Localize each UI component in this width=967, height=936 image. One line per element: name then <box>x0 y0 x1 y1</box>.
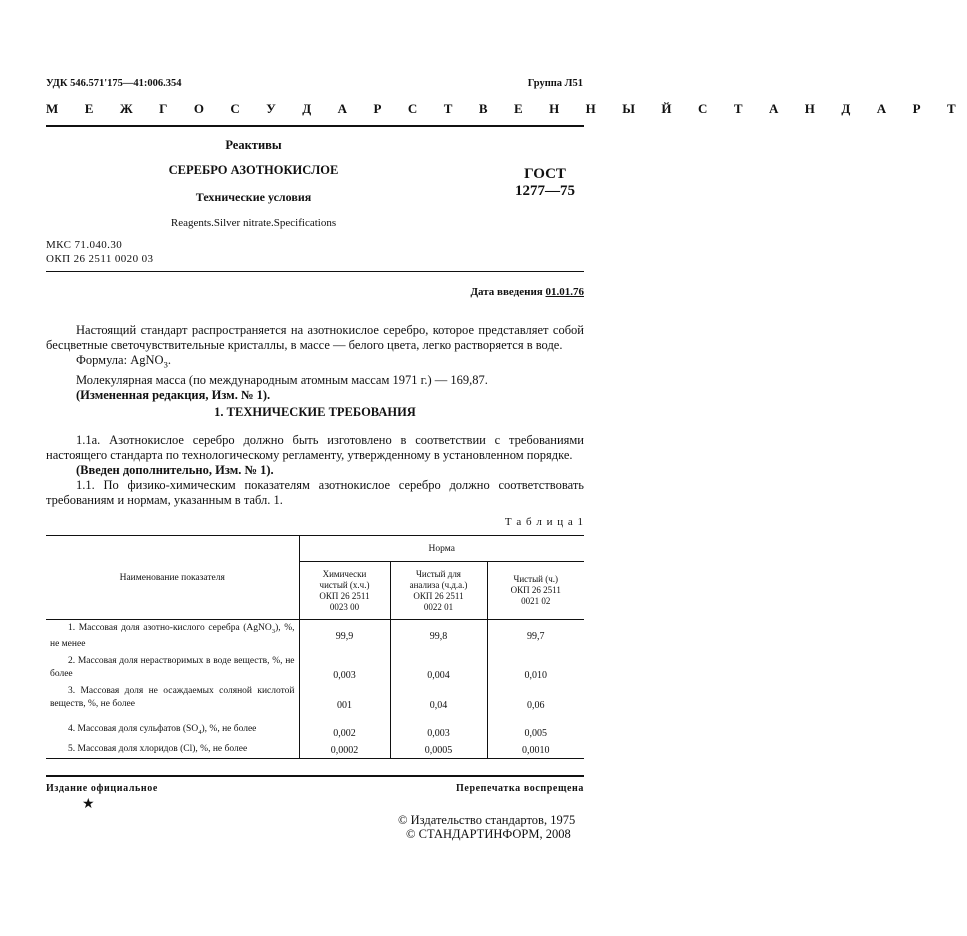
edition-note: (Измененная редакция, Изм. № 1). <box>76 387 271 402</box>
standard-type: М Е Ж Г О С У Д А Р С Т В Е Н Н Ы Й С Т А Н Д А Р Т <box>46 101 967 116</box>
clause-1-1a: 1.1а. Азотнокислое серебро должно быть изготовлено в соответствии с требованиями настоящего стандарта по технологическому регламенту, утвержденному в установленном порядке. <box>46 433 584 462</box>
section-text <box>46 433 584 508</box>
formula-end: . <box>167 353 172 367</box>
formula-line <box>46 353 584 373</box>
table-row: 2. Массовая доля нерастворимых в воде веществ, %, не более 0,003 0,004 0,010 <box>46 653 584 683</box>
title-category: Реактивы <box>225 138 282 152</box>
intro-paragraph: Настоящий стандарт распространяется на азотнокислое серебро, которое представляет собой бесцветные светочувствительные кристаллы, в массе — белого цвета, легко растворяется в воде. <box>46 323 584 352</box>
udk-code: УДК 546.571'175—41:006.354 <box>46 78 182 89</box>
grade-header-ch: Чистый (ч.) ОКП 26 2511 0021 02 <box>487 562 584 620</box>
section-heading: 1. ТЕХНИЧЕСКИЕ ТРЕБОВАНИЯ <box>214 405 416 419</box>
intro-date-value: 01.01.76 <box>545 286 584 298</box>
formula-label: Формула: <box>76 353 131 367</box>
star-icon: ★ <box>82 797 95 812</box>
norms-table <box>46 535 584 759</box>
grade-header-chda: Химически чистый (х.ч.) ОКП 26 2511 0023 00 <box>299 562 390 620</box>
reprint-notice: Перепечатка воспрещена <box>456 783 584 794</box>
gost-number: 1277—75 <box>515 183 575 199</box>
title-subtitle: Технические условия <box>195 190 312 204</box>
table-row: 3. Массовая доля не осаждаемых соляной кислотой веществ, %, не более 001 0,04 0,06 <box>46 683 584 713</box>
molar-mass: Молекулярная масса (по международным атомным массам 1971 г.) — 169,87. <box>76 372 488 387</box>
mks-code: МКС 71.040.30 <box>46 239 123 251</box>
formula-sub: 3 <box>163 359 168 370</box>
okp-code: ОКП 26 2511 0020 03 <box>46 253 154 265</box>
codes-rule <box>46 271 584 272</box>
copyright-1975: © Издательство стандартов, 1975 <box>398 813 576 827</box>
footer-rule <box>46 775 584 777</box>
grade-header-chda-analysis: Чистый для анализа (ч.д.а.) ОКП 26 2511 0022 01 <box>390 562 487 620</box>
header-rule <box>46 125 584 127</box>
title-name: СЕРЕБРО АЗОТНОКИСЛОЕ <box>168 163 339 177</box>
official-edition: Издание официальное <box>46 783 158 794</box>
intro-date-label: Дата введения <box>470 286 543 298</box>
col-header-norm: Норма <box>299 536 584 562</box>
table-row: 5. Массовая доля хлоридов (Cl), %, не более 0,0002 0,0005 0,0010 <box>46 741 584 759</box>
table-caption: Т а б л и ц а 1 <box>504 516 584 528</box>
intro-date <box>470 286 584 298</box>
clause-1-1a-note: (Введен дополнительно, Изм. № 1). <box>76 463 274 477</box>
clause-1-1: 1.1. По физико-химическим показателям азотнокислое серебро должно соответствовать требованиям и нормам, указанным в табл. 1. <box>46 478 584 507</box>
col-header-name: Наименование показателя <box>46 536 299 620</box>
table-row: 4. Массовая доля сульфатов $(SO_4)$, %, не более 0,002 0,003 0,005 <box>46 713 584 741</box>
formula-base: AgNO <box>130 353 164 367</box>
intro-text <box>46 323 584 403</box>
header-row <box>46 78 583 89</box>
group-code: Группа Л51 <box>527 78 583 89</box>
gost-label: ГОСТ <box>524 166 566 182</box>
table-row: 1. Массовая доля азотно-кислого серебра (AgNO$_3$), %, не менее 99,9 99,8 99,7 <box>46 620 584 653</box>
title-english: Reagents.Silver nitrate.Specifications <box>170 217 337 229</box>
copyright-2008: © СТАНДАРТИНФОРМ, 2008 <box>406 827 571 841</box>
